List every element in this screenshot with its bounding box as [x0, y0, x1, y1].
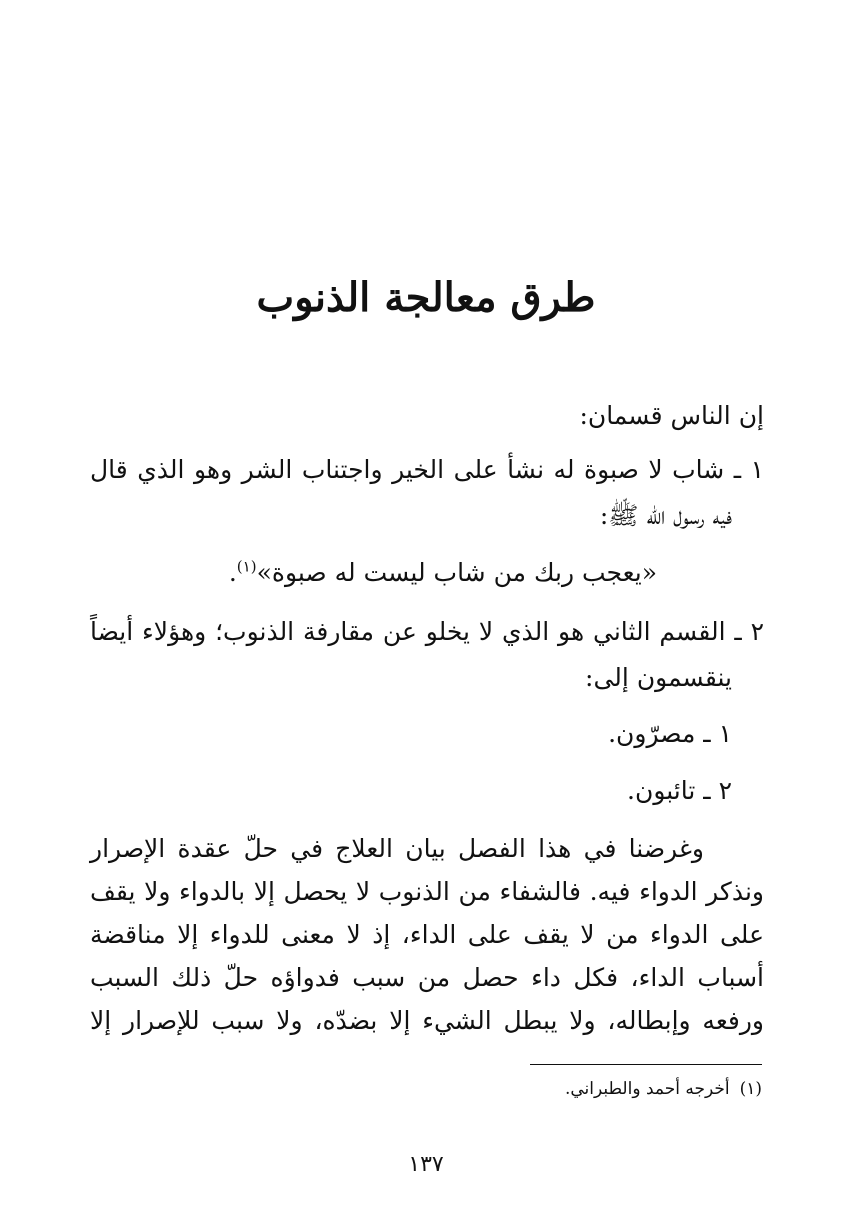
paragraph-line: ورفعه وإبطاله، ولا يبطل الشيء إلا بضدّه، ولا سبب للإصرار إلا [90, 1006, 764, 1035]
footnote-number: (١) [739, 1079, 762, 1099]
paragraph-line: على الدواء من لا يقف على الداء، إذ لا معنى للدواء إلا مناقضة [90, 920, 764, 949]
page-number: ١٣٧ [408, 1152, 444, 1177]
item2-line2: ينقسمون إلى: [585, 663, 732, 692]
footnote-ref: (١) [236, 557, 257, 576]
item1-line2: فيه رسول الله ﷺ: [599, 501, 732, 530]
item1-line1: ١ ـ شاب لا صبوة له نشأ على الخير واجتناب الشر وهو الذي قال [90, 455, 764, 484]
chapter-title: طرق معالجة الذنوب [256, 274, 596, 321]
intro-line: إن الناس قسمان: [579, 401, 764, 430]
list-item: ٢ ـ تائبون. [627, 776, 732, 805]
paragraph-line: ونذكر الدواء فيه. فالشفاء من الذنوب لا يحصل إلا بالدواء ولا يقف [90, 877, 764, 906]
footnote-divider [530, 1064, 762, 1065]
paragraph-line: وغرضنا في هذا الفصل بيان العلاج في حلّ عقدة الإصرار [90, 834, 704, 863]
list-item: ١ ـ مصرّون. [608, 719, 732, 748]
hadith-quote-end: . [228, 558, 237, 587]
hadith-quote [229, 553, 657, 593]
footnote-text: أخرجه أحمد والطبراني. [564, 1079, 730, 1099]
paragraph-line: أسباب الداء، فكل داء حصل من سبب فدواؤه حلّ ذلك السبب [90, 963, 764, 992]
footnote [565, 1075, 762, 1103]
hadith-quote-text: «يعجب ربك من شاب ليست له صبوة» [256, 558, 657, 587]
item2-line1: ٢ ـ القسم الثاني هو الذي لا يخلو عن مقارفة الذنوب؛ وهؤلاء أيضاً [90, 617, 764, 646]
